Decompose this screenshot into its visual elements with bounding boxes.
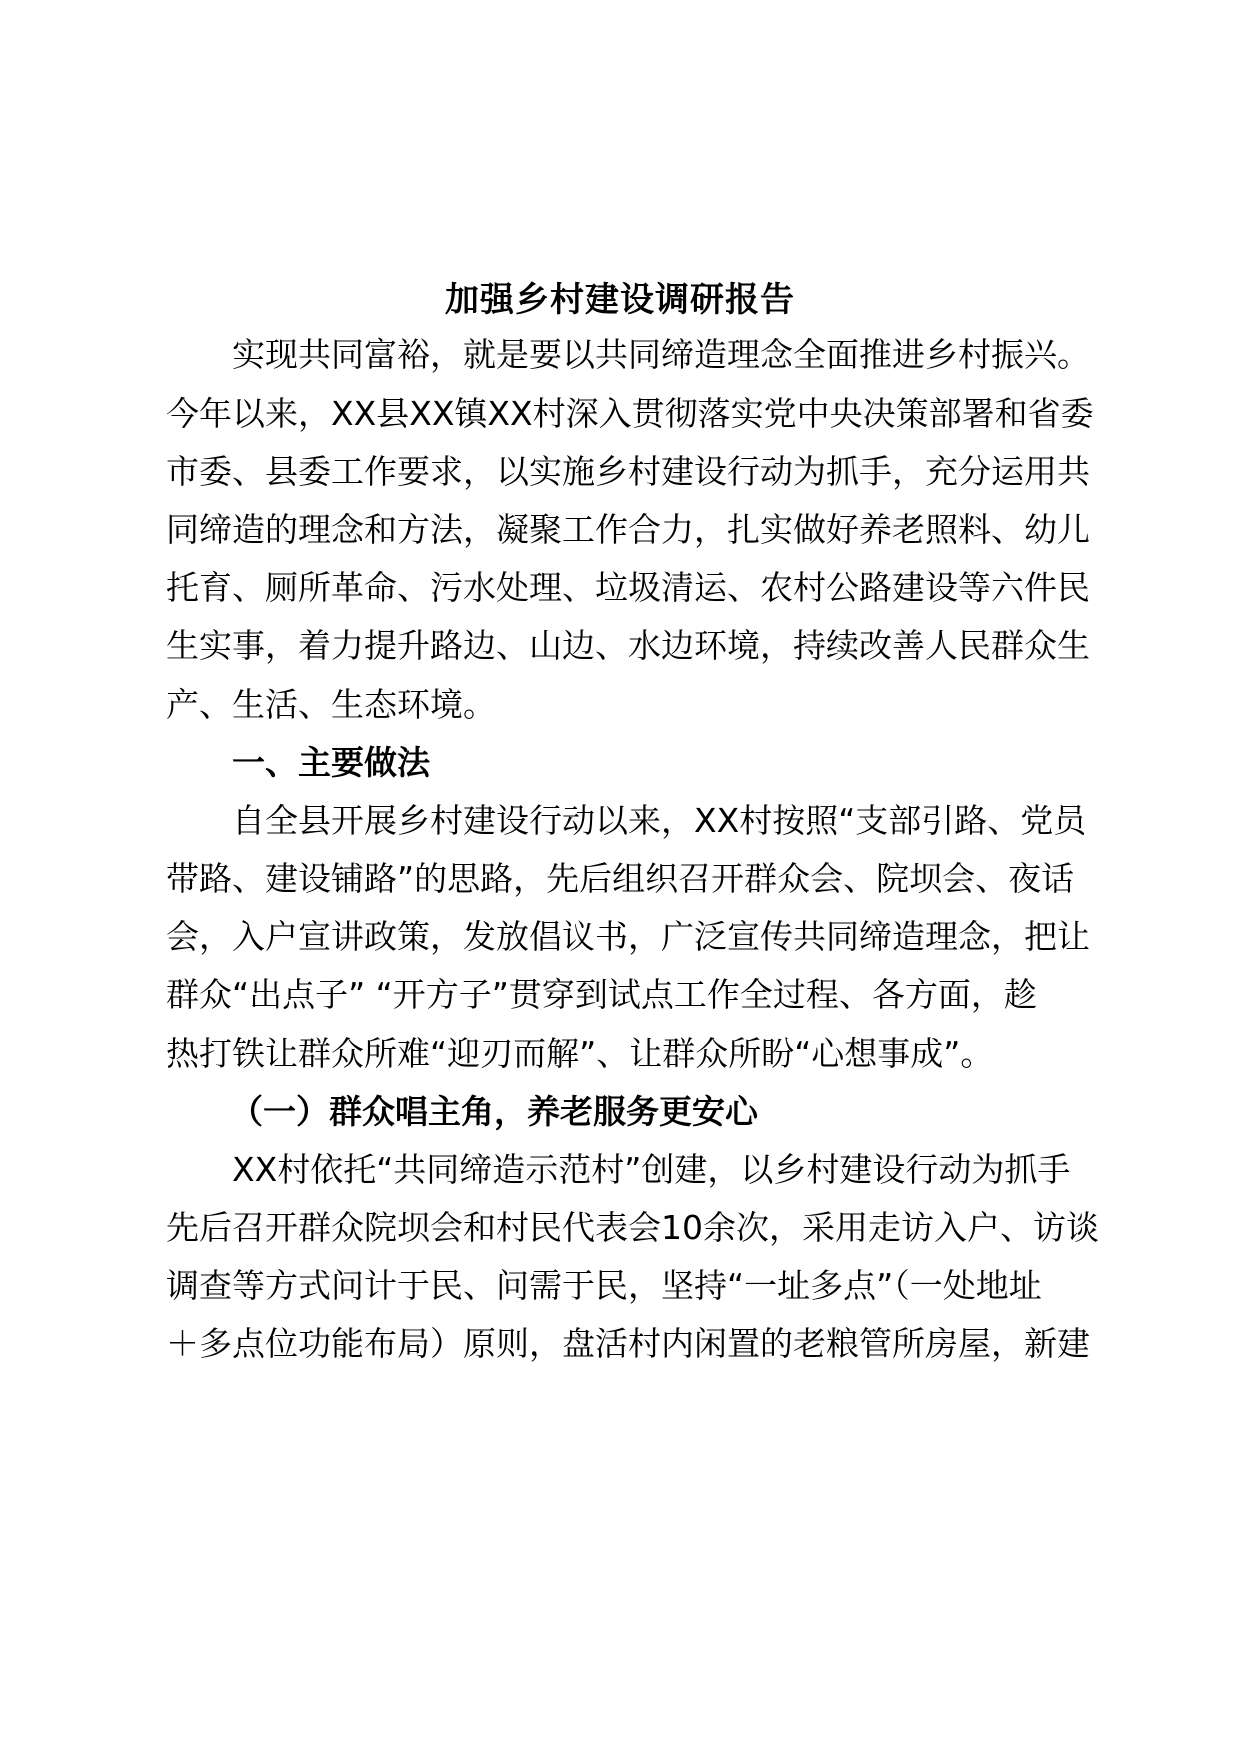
intro-line-2: 今年以来，XX县XX镇XX村深入贯彻落实党中央决策部署和省委: [166, 394, 1094, 433]
section1-line-2: 带路、建设铺路”的思路，先后组织召开群众会、院坝会、夜话: [166, 859, 1075, 898]
document-title: 加强乡村建设调研报告: [445, 280, 795, 320]
subsection1-line-2: 先后召开群众院坝会和村民代表会10余次，采用走访入户、访谈: [166, 1208, 1099, 1247]
section-heading-main-practices: 一、主要做法: [232, 743, 430, 782]
subsection-heading-elderly-care: （一）群众唱主角，养老服务更安心: [230, 1092, 758, 1131]
intro-line-6: 生实事，着力提升路边、山边、水边环境，持续改善人民群众生: [166, 626, 1090, 665]
section1-line-5: 热打铁让群众所难“迎刃而解”、让群众所盼“心想事成”。: [166, 1034, 994, 1073]
subsection1-line-1: XX村依托“共同缔造示范村”创建，以乡村建设行动为抓手: [232, 1150, 1071, 1189]
section1-line-4: 群众“出点子” “开方子”贯穿到试点工作全过程、各方面，趁: [166, 975, 1037, 1014]
subsection1-line-3: 调查等方式问计于民、问需于民，坚持“一址多点”（一处地址: [166, 1266, 1042, 1305]
intro-line-1: 实现共同富裕，就是要以共同缔造理念全面推进乡村振兴。: [232, 335, 1090, 374]
intro-line-7: 产、生活、生态环境。: [166, 685, 496, 724]
intro-line-3: 市委、县委工作要求，以实施乡村建设行动为抓手，充分运用共: [166, 452, 1090, 491]
subsection1-line-4: ＋多点位功能布局）原则，盘活村内闲置的老粮管所房屋，新建: [166, 1324, 1090, 1363]
intro-line-4: 同缔造的理念和方法，凝聚工作合力，扎实做好养老照料、幼儿: [166, 510, 1090, 549]
section1-line-1: 自全县开展乡村建设行动以来，XX村按照“支部引路、党员: [232, 801, 1087, 840]
intro-line-5: 托育、厕所革命、污水处理、垃圾清运、农村公路建设等六件民: [166, 568, 1090, 607]
section1-line-3: 会，入户宣讲政策，发放倡议书，广泛宣传共同缔造理念，把让: [166, 917, 1090, 956]
